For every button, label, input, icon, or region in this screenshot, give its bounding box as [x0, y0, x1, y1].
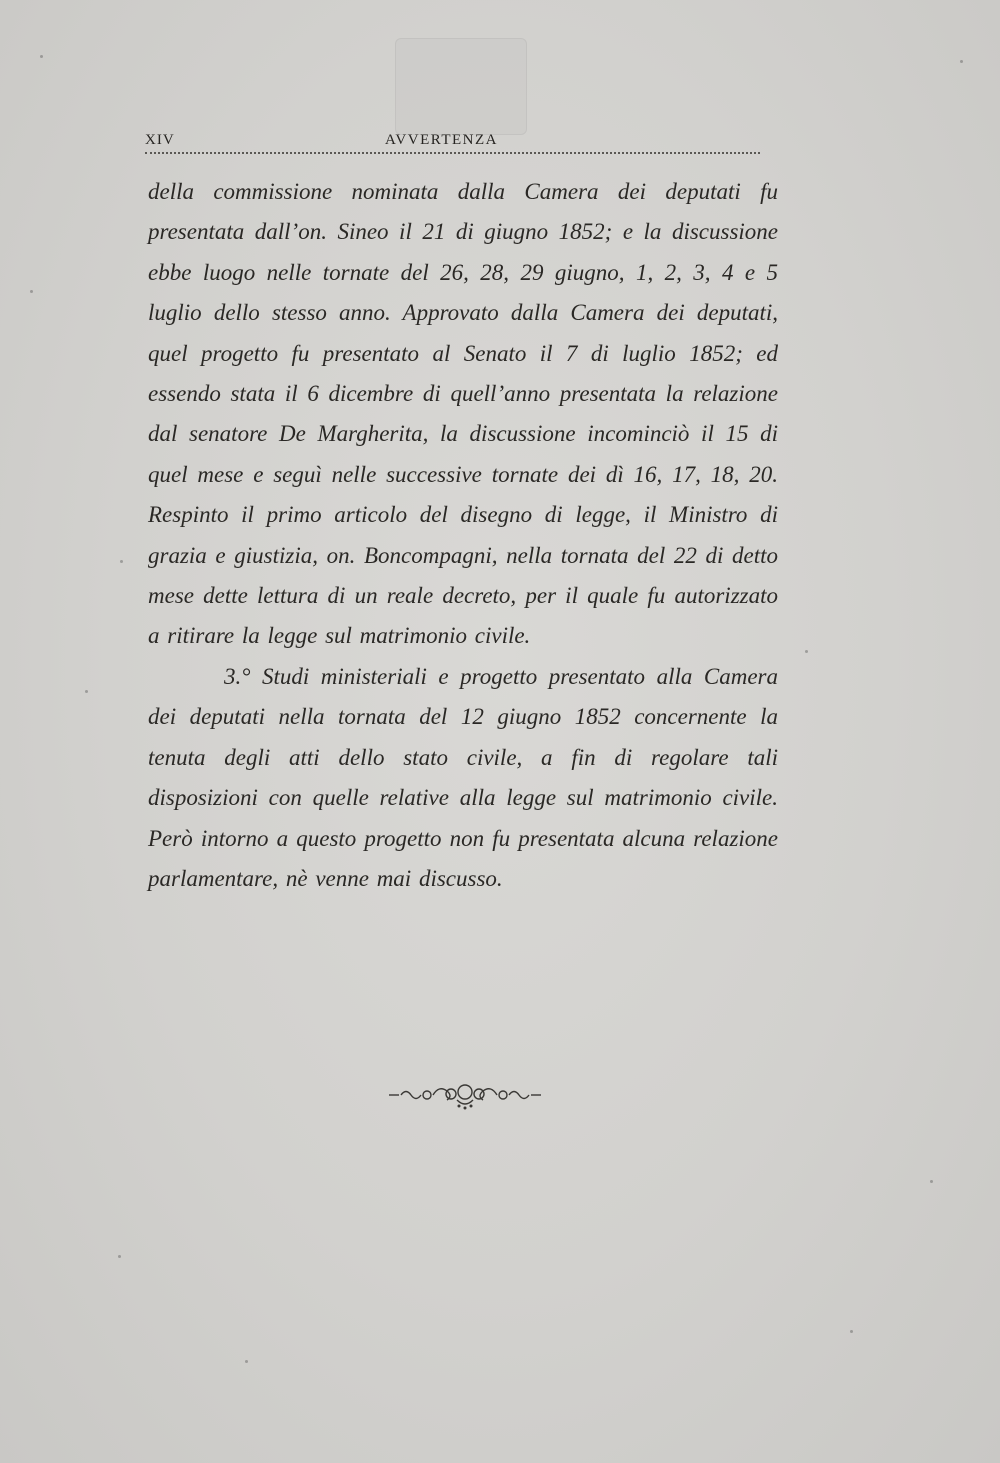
speck [930, 1180, 933, 1183]
body-text [148, 172, 778, 899]
paragraph-1: della commissione nominata dalla Camera dei deputati fu presentata dall’on. Sineo il 21 di giugno 1852; e la discussione ebbe luogo nelle tornate del 26, 28, 29 giugno, 1, 2, 3, 4 e 5 luglio dello stesso anno. Approvato dalla Camera dei deputati, quel progetto fu presentato al Senato il 7 di luglio 1852; ed essendo stata il 6 dicembre di quell’anno presentata la relazione dal senatore De Margherita, la discussione incominciò il 15 di quel mese e seguì nelle successive tornate dei dì 16, 17, 18, 20. Respinto il primo articolo del disegno di legge, il Ministro di grazia e giustizia, on. Boncompagni, nella tornata del 22 di detto mese dette lettura di un reale decreto, per il quale fu autorizzato a ritirare la legge sul matrimonio civile. [148, 179, 778, 649]
paragraph-2: 3.° Studi ministeriali e progetto presentato alla Camera dei deputati nella tornata del 12 giugno 1852 concernente la tenuta degli atti dello stato civile, a fin di regolare tali disposizioni con quelle relative alla legge sul matrimonio civile. Però intorno a questo progetto non fu presentata alcuna relazione parlamentare, nè venne mai discusso. [148, 663, 778, 891]
speck [40, 55, 43, 58]
running-title: AVVERTENZA [385, 132, 498, 148]
speck [245, 1360, 248, 1363]
scroll-flourish-ornament-icon [385, 1080, 545, 1114]
speck [805, 650, 808, 653]
speck [118, 1255, 121, 1258]
page-number: XIV [145, 132, 175, 148]
speck [120, 560, 123, 563]
header-rule [145, 152, 760, 154]
speck [85, 690, 88, 693]
speck [30, 290, 33, 293]
faded-library-stamp [395, 38, 527, 135]
page-header [145, 128, 760, 154]
speck [850, 1330, 853, 1333]
speck [960, 60, 963, 63]
